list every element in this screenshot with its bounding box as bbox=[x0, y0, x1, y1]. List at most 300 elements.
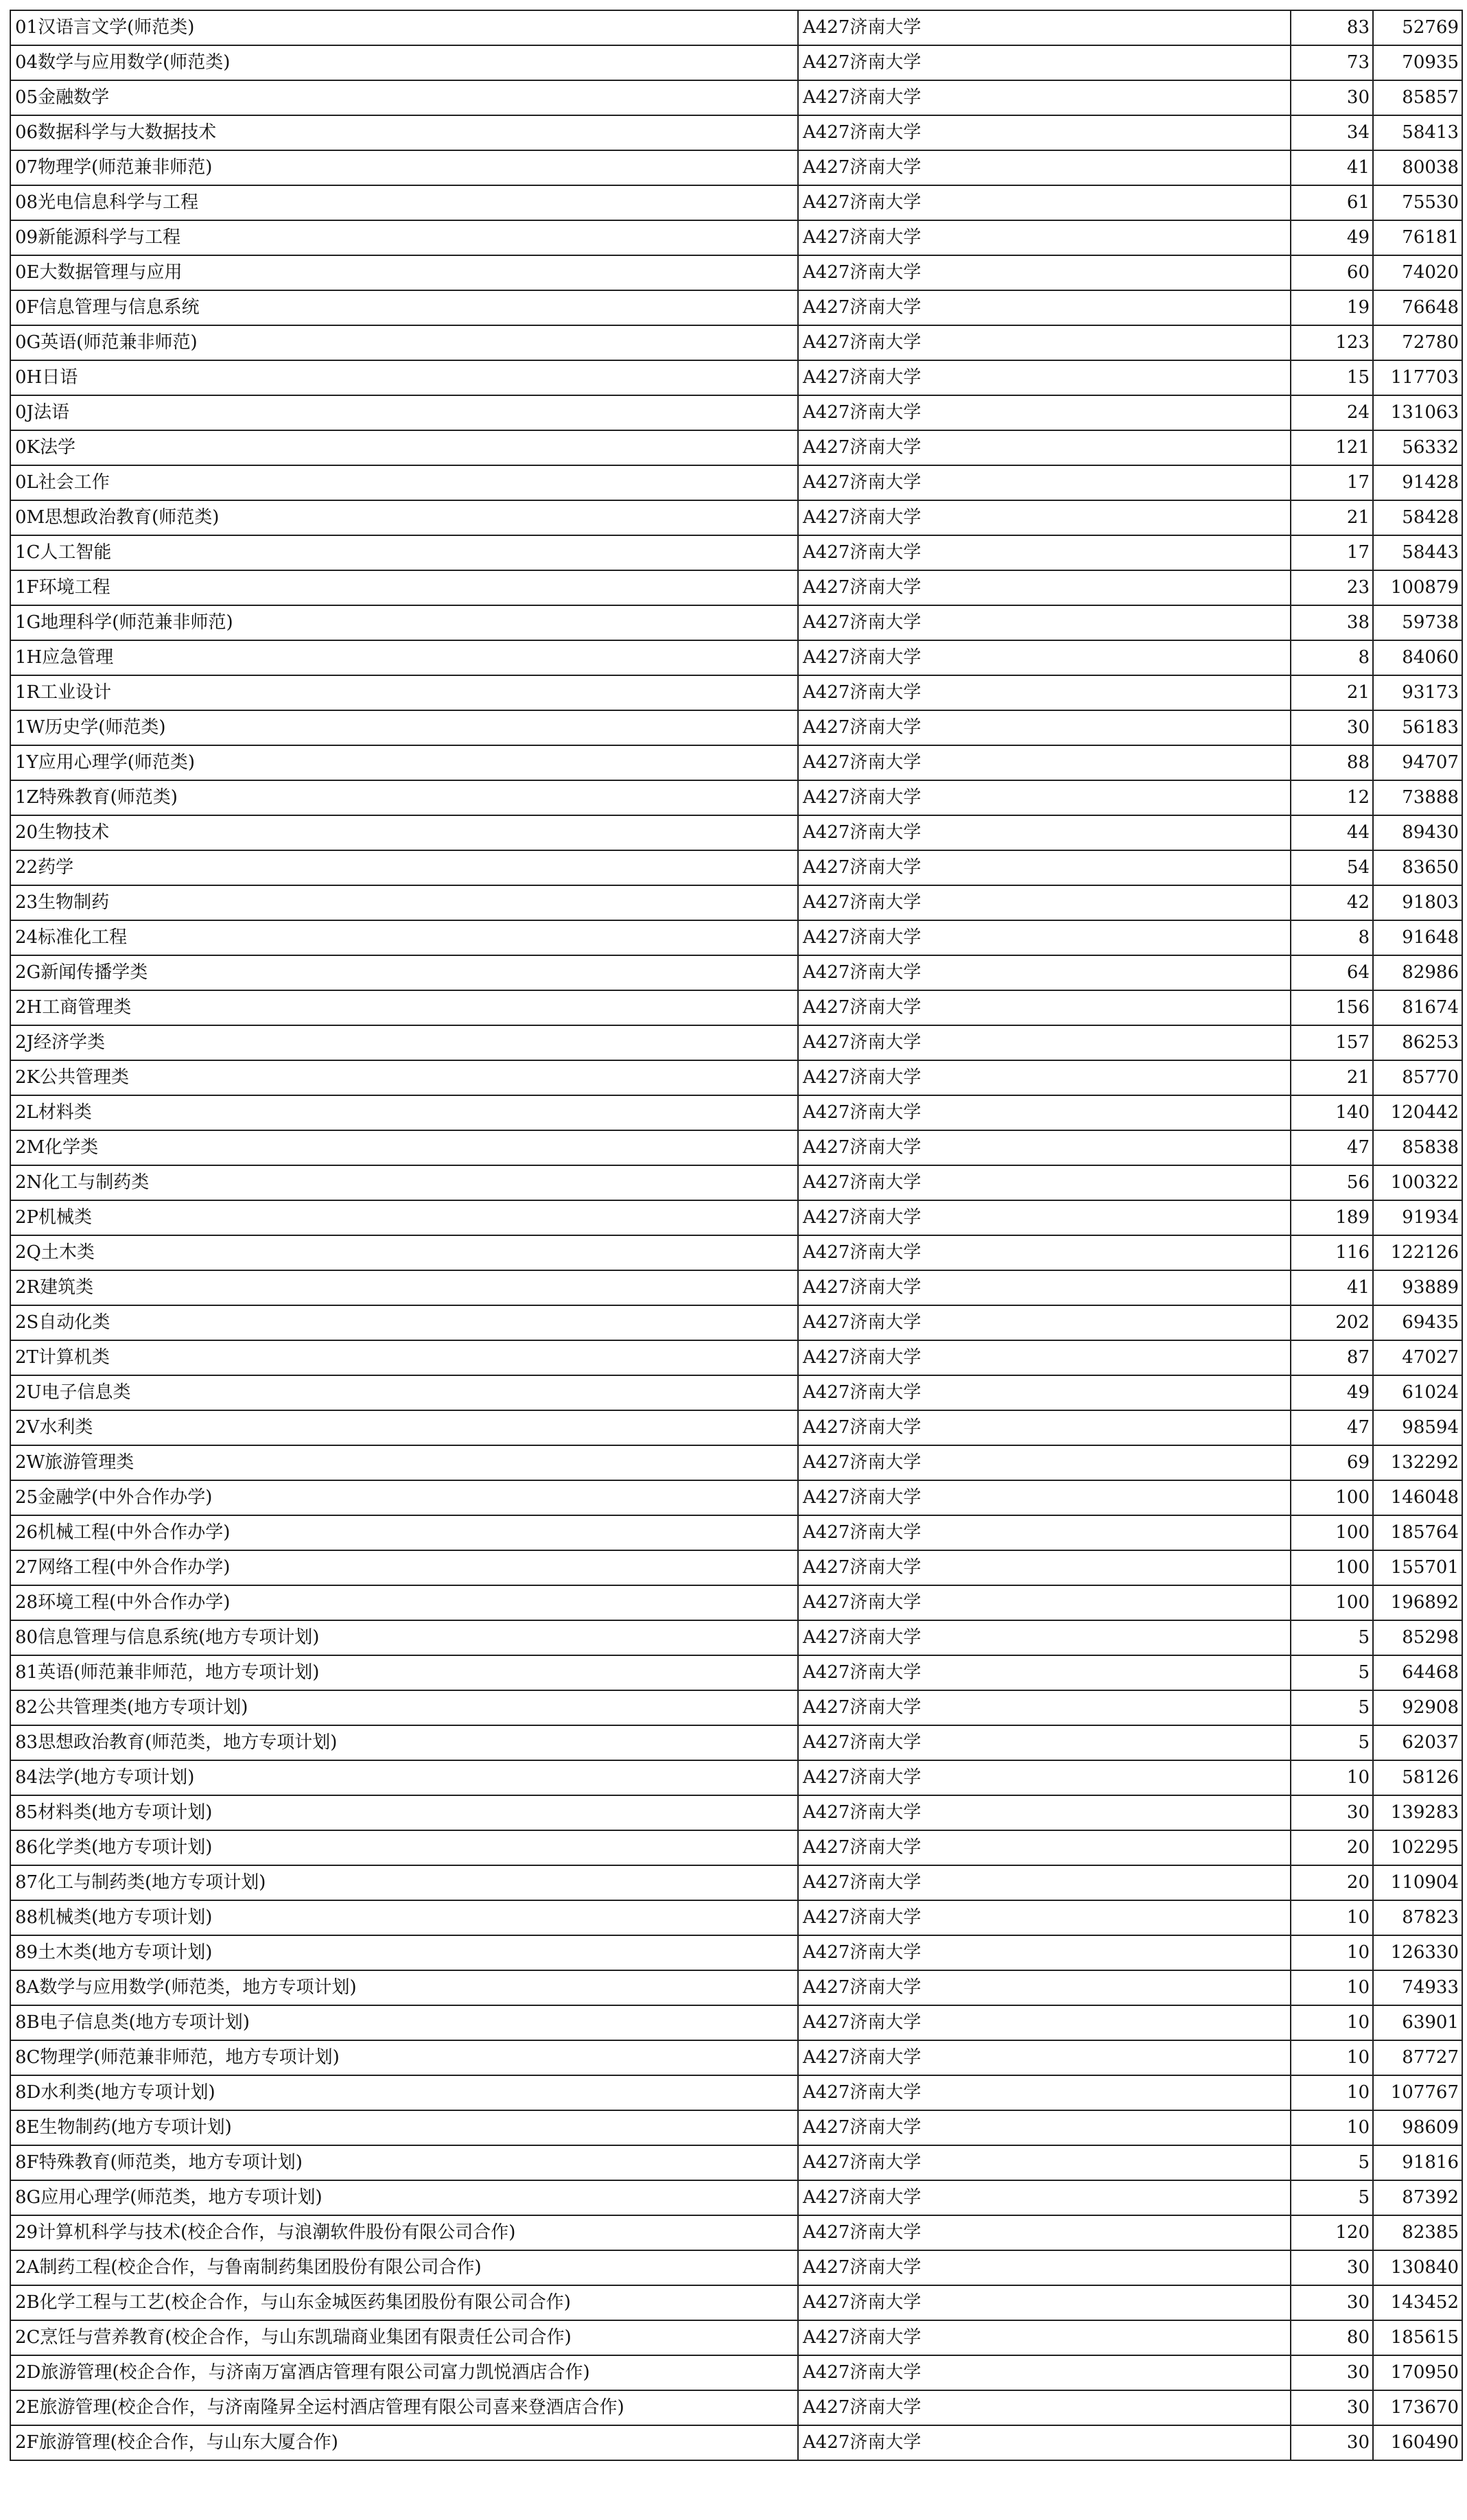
rank-cell: 98609 bbox=[1373, 2110, 1462, 2145]
plan-count-cell: 123 bbox=[1291, 325, 1373, 360]
table-row bbox=[10, 675, 1462, 710]
rank-cell: 62037 bbox=[1373, 1725, 1462, 1760]
rank-cell: 58413 bbox=[1373, 115, 1462, 150]
plan-count-cell: 116 bbox=[1291, 1235, 1373, 1270]
rank-cell: 91934 bbox=[1373, 1200, 1462, 1235]
school-cell: A427济南大学 bbox=[798, 1060, 1291, 1095]
table-row bbox=[10, 1095, 1462, 1130]
rank-cell: 117703 bbox=[1373, 360, 1462, 395]
rank-cell: 98594 bbox=[1373, 1410, 1462, 1445]
rank-cell: 173670 bbox=[1373, 2390, 1462, 2425]
rank-cell: 110904 bbox=[1373, 1865, 1462, 1900]
rank-cell: 131063 bbox=[1373, 395, 1462, 430]
plan-count-cell: 5 bbox=[1291, 2180, 1373, 2215]
major-cell: 8C物理学(师范兼非师范，地方专项计划) bbox=[10, 2040, 798, 2075]
school-cell: A427济南大学 bbox=[798, 2320, 1291, 2355]
school-cell: A427济南大学 bbox=[798, 1725, 1291, 1760]
major-cell: 2F旅游管理(校企合作，与山东大厦合作) bbox=[10, 2425, 798, 2460]
rank-cell: 126330 bbox=[1373, 1935, 1462, 1970]
school-cell: A427济南大学 bbox=[798, 990, 1291, 1025]
major-cell: 25金融学(中外合作办学) bbox=[10, 1480, 798, 1515]
plan-count-cell: 56 bbox=[1291, 1165, 1373, 1200]
major-cell: 89土木类(地方专项计划) bbox=[10, 1935, 798, 1970]
table-row bbox=[10, 780, 1462, 815]
school-cell: A427济南大学 bbox=[798, 2425, 1291, 2460]
major-cell: 86化学类(地方专项计划) bbox=[10, 1830, 798, 1865]
major-cell: 8G应用心理学(师范类，地方专项计划) bbox=[10, 2180, 798, 2215]
table-row bbox=[10, 45, 1462, 80]
plan-count-cell: 30 bbox=[1291, 710, 1373, 745]
table-row bbox=[10, 2215, 1462, 2250]
rank-cell: 74933 bbox=[1373, 1970, 1462, 2005]
rank-cell: 87392 bbox=[1373, 2180, 1462, 2215]
plan-count-cell: 49 bbox=[1291, 1375, 1373, 1410]
rank-cell: 185764 bbox=[1373, 1515, 1462, 1550]
major-cell: 83思想政治教育(师范类，地方专项计划) bbox=[10, 1725, 798, 1760]
school-cell: A427济南大学 bbox=[798, 885, 1291, 920]
school-cell: A427济南大学 bbox=[798, 430, 1291, 465]
rank-cell: 146048 bbox=[1373, 1480, 1462, 1515]
table-row bbox=[10, 1130, 1462, 1165]
rank-cell: 139283 bbox=[1373, 1795, 1462, 1830]
rank-cell: 74020 bbox=[1373, 255, 1462, 290]
major-cell: 1Y应用心理学(师范类) bbox=[10, 745, 798, 780]
major-cell: 82公共管理类(地方专项计划) bbox=[10, 1690, 798, 1725]
table-row bbox=[10, 885, 1462, 920]
table-row bbox=[10, 255, 1462, 290]
major-cell: 0L社会工作 bbox=[10, 465, 798, 500]
school-cell: A427济南大学 bbox=[798, 1935, 1291, 1970]
rank-cell: 56332 bbox=[1373, 430, 1462, 465]
school-cell: A427济南大学 bbox=[798, 1690, 1291, 1725]
school-cell: A427济南大学 bbox=[798, 1760, 1291, 1795]
school-cell: A427济南大学 bbox=[798, 1445, 1291, 1480]
school-cell: A427济南大学 bbox=[798, 2005, 1291, 2040]
school-cell: A427济南大学 bbox=[798, 360, 1291, 395]
plan-count-cell: 10 bbox=[1291, 1900, 1373, 1935]
major-cell: 81英语(师范兼非师范，地方专项计划) bbox=[10, 1655, 798, 1690]
rank-cell: 107767 bbox=[1373, 2075, 1462, 2110]
plan-count-cell: 34 bbox=[1291, 115, 1373, 150]
table-row bbox=[10, 2180, 1462, 2215]
school-cell: A427济南大学 bbox=[798, 2215, 1291, 2250]
rank-cell: 87823 bbox=[1373, 1900, 1462, 1935]
table-row bbox=[10, 2355, 1462, 2390]
table-row bbox=[10, 1935, 1462, 1970]
plan-count-cell: 5 bbox=[1291, 2145, 1373, 2180]
rank-cell: 85770 bbox=[1373, 1060, 1462, 1095]
rank-cell: 64468 bbox=[1373, 1655, 1462, 1690]
table-row bbox=[10, 1445, 1462, 1480]
school-cell: A427济南大学 bbox=[798, 1550, 1291, 1585]
table-row bbox=[10, 2320, 1462, 2355]
rank-cell: 81674 bbox=[1373, 990, 1462, 1025]
school-cell: A427济南大学 bbox=[798, 780, 1291, 815]
rank-cell: 87727 bbox=[1373, 2040, 1462, 2075]
rank-cell: 58126 bbox=[1373, 1760, 1462, 1795]
plan-count-cell: 19 bbox=[1291, 290, 1373, 325]
table-row bbox=[10, 1375, 1462, 1410]
major-cell: 26机械工程(中外合作办学) bbox=[10, 1515, 798, 1550]
major-cell: 1C人工智能 bbox=[10, 535, 798, 570]
rank-cell: 89430 bbox=[1373, 815, 1462, 850]
major-cell: 84法学(地方专项计划) bbox=[10, 1760, 798, 1795]
plan-count-cell: 10 bbox=[1291, 1760, 1373, 1795]
major-cell: 2W旅游管理类 bbox=[10, 1445, 798, 1480]
major-cell: 09新能源科学与工程 bbox=[10, 220, 798, 255]
major-cell: 2U电子信息类 bbox=[10, 1375, 798, 1410]
major-cell: 80信息管理与信息系统(地方专项计划) bbox=[10, 1620, 798, 1655]
rank-cell: 56183 bbox=[1373, 710, 1462, 745]
plan-count-cell: 17 bbox=[1291, 535, 1373, 570]
plan-count-cell: 88 bbox=[1291, 745, 1373, 780]
school-cell: A427济南大学 bbox=[798, 2250, 1291, 2285]
plan-count-cell: 47 bbox=[1291, 1410, 1373, 1445]
school-cell: A427济南大学 bbox=[798, 1795, 1291, 1830]
rank-cell: 143452 bbox=[1373, 2285, 1462, 2320]
table-row bbox=[10, 2285, 1462, 2320]
table-row bbox=[10, 2250, 1462, 2285]
plan-count-cell: 121 bbox=[1291, 430, 1373, 465]
table-row bbox=[10, 570, 1462, 605]
plan-count-cell: 12 bbox=[1291, 780, 1373, 815]
major-cell: 0E大数据管理与应用 bbox=[10, 255, 798, 290]
school-cell: A427济南大学 bbox=[798, 45, 1291, 80]
plan-count-cell: 73 bbox=[1291, 45, 1373, 80]
school-cell: A427济南大学 bbox=[798, 1095, 1291, 1130]
plan-count-cell: 10 bbox=[1291, 2040, 1373, 2075]
rank-cell: 91428 bbox=[1373, 465, 1462, 500]
major-cell: 2R建筑类 bbox=[10, 1270, 798, 1305]
plan-count-cell: 21 bbox=[1291, 1060, 1373, 1095]
school-cell: A427济南大学 bbox=[798, 1830, 1291, 1865]
major-cell: 23生物制药 bbox=[10, 885, 798, 920]
major-cell: 01汉语言文学(师范类) bbox=[10, 10, 798, 45]
rank-cell: 82385 bbox=[1373, 2215, 1462, 2250]
rank-cell: 85298 bbox=[1373, 1620, 1462, 1655]
table-row bbox=[10, 535, 1462, 570]
major-cell: 8D水利类(地方专项计划) bbox=[10, 2075, 798, 2110]
plan-count-cell: 38 bbox=[1291, 605, 1373, 640]
school-cell: A427济南大学 bbox=[798, 115, 1291, 150]
rank-cell: 76648 bbox=[1373, 290, 1462, 325]
major-cell: 1F环境工程 bbox=[10, 570, 798, 605]
rank-cell: 58443 bbox=[1373, 535, 1462, 570]
rank-cell: 185615 bbox=[1373, 2320, 1462, 2355]
table-row bbox=[10, 115, 1462, 150]
rank-cell: 75530 bbox=[1373, 185, 1462, 220]
table-row bbox=[10, 1550, 1462, 1585]
school-cell: A427济南大学 bbox=[798, 675, 1291, 710]
major-cell: 2B化学工程与工艺(校企合作，与山东金城医药集团股份有限公司合作) bbox=[10, 2285, 798, 2320]
rank-cell: 100879 bbox=[1373, 570, 1462, 605]
table-row bbox=[10, 220, 1462, 255]
school-cell: A427济南大学 bbox=[798, 220, 1291, 255]
rank-cell: 94707 bbox=[1373, 745, 1462, 780]
table-row bbox=[10, 395, 1462, 430]
plan-count-cell: 30 bbox=[1291, 2425, 1373, 2460]
plan-count-cell: 5 bbox=[1291, 1725, 1373, 1760]
table-row bbox=[10, 850, 1462, 885]
major-cell: 2S自动化类 bbox=[10, 1305, 798, 1340]
major-cell: 8A数学与应用数学(师范类，地方专项计划) bbox=[10, 1970, 798, 2005]
rank-cell: 92908 bbox=[1373, 1690, 1462, 1725]
rank-cell: 84060 bbox=[1373, 640, 1462, 675]
major-cell: 2T计算机类 bbox=[10, 1340, 798, 1375]
school-cell: A427济南大学 bbox=[798, 955, 1291, 990]
school-cell: A427济南大学 bbox=[798, 1655, 1291, 1690]
table-row bbox=[10, 920, 1462, 955]
school-cell: A427济南大学 bbox=[798, 2180, 1291, 2215]
rank-cell: 85838 bbox=[1373, 1130, 1462, 1165]
plan-count-cell: 42 bbox=[1291, 885, 1373, 920]
school-cell: A427济南大学 bbox=[798, 325, 1291, 360]
school-cell: A427济南大学 bbox=[798, 1305, 1291, 1340]
rank-cell: 52769 bbox=[1373, 10, 1462, 45]
plan-count-cell: 100 bbox=[1291, 1480, 1373, 1515]
rank-cell: 155701 bbox=[1373, 1550, 1462, 1585]
plan-count-cell: 120 bbox=[1291, 2215, 1373, 2250]
school-cell: A427济南大学 bbox=[798, 815, 1291, 850]
table-row bbox=[10, 1795, 1462, 1830]
plan-count-cell: 10 bbox=[1291, 2005, 1373, 2040]
rank-cell: 59738 bbox=[1373, 605, 1462, 640]
plan-count-cell: 41 bbox=[1291, 150, 1373, 185]
major-cell: 08光电信息科学与工程 bbox=[10, 185, 798, 220]
major-cell: 8B电子信息类(地方专项计划) bbox=[10, 2005, 798, 2040]
school-cell: A427济南大学 bbox=[798, 920, 1291, 955]
table-row bbox=[10, 2425, 1462, 2460]
table-row bbox=[10, 2075, 1462, 2110]
table-row bbox=[10, 290, 1462, 325]
table-row bbox=[10, 1655, 1462, 1690]
table-row bbox=[10, 1725, 1462, 1760]
rank-cell: 120442 bbox=[1373, 1095, 1462, 1130]
rank-cell: 93173 bbox=[1373, 675, 1462, 710]
rank-cell: 58428 bbox=[1373, 500, 1462, 535]
school-cell: A427济南大学 bbox=[798, 1410, 1291, 1445]
table-row bbox=[10, 10, 1462, 45]
table-row bbox=[10, 80, 1462, 115]
plan-count-cell: 20 bbox=[1291, 1865, 1373, 1900]
school-cell: A427济南大学 bbox=[798, 745, 1291, 780]
table-row bbox=[10, 990, 1462, 1025]
table-row bbox=[10, 1830, 1462, 1865]
rank-cell: 130840 bbox=[1373, 2250, 1462, 2285]
rank-cell: 73888 bbox=[1373, 780, 1462, 815]
plan-count-cell: 30 bbox=[1291, 80, 1373, 115]
table-row bbox=[10, 2390, 1462, 2425]
rank-cell: 122126 bbox=[1373, 1235, 1462, 1270]
rank-cell: 91648 bbox=[1373, 920, 1462, 955]
plan-count-cell: 8 bbox=[1291, 640, 1373, 675]
school-cell: A427济南大学 bbox=[798, 2145, 1291, 2180]
school-cell: A427济南大学 bbox=[798, 2110, 1291, 2145]
school-cell: A427济南大学 bbox=[798, 1025, 1291, 1060]
rank-cell: 102295 bbox=[1373, 1830, 1462, 1865]
plan-count-cell: 5 bbox=[1291, 1620, 1373, 1655]
plan-count-cell: 8 bbox=[1291, 920, 1373, 955]
rank-cell: 70935 bbox=[1373, 45, 1462, 80]
table-row bbox=[10, 2145, 1462, 2180]
table-row bbox=[10, 605, 1462, 640]
plan-count-cell: 20 bbox=[1291, 1830, 1373, 1865]
plan-count-cell: 47 bbox=[1291, 1130, 1373, 1165]
plan-count-cell: 64 bbox=[1291, 955, 1373, 990]
rank-cell: 82986 bbox=[1373, 955, 1462, 990]
plan-count-cell: 100 bbox=[1291, 1515, 1373, 1550]
admission-table bbox=[10, 10, 1463, 2461]
major-cell: 2D旅游管理(校企合作，与济南万富酒店管理有限公司富力凯悦酒店合作) bbox=[10, 2355, 798, 2390]
plan-count-cell: 5 bbox=[1291, 1690, 1373, 1725]
major-cell: 2V水利类 bbox=[10, 1410, 798, 1445]
school-cell: A427济南大学 bbox=[798, 465, 1291, 500]
school-cell: A427济南大学 bbox=[798, 1270, 1291, 1305]
major-cell: 0K法学 bbox=[10, 430, 798, 465]
table-row bbox=[10, 1865, 1462, 1900]
major-cell: 88机械类(地方专项计划) bbox=[10, 1900, 798, 1935]
school-cell: A427济南大学 bbox=[798, 150, 1291, 185]
plan-count-cell: 10 bbox=[1291, 2075, 1373, 2110]
school-cell: A427济南大学 bbox=[798, 2355, 1291, 2390]
plan-count-cell: 157 bbox=[1291, 1025, 1373, 1060]
table-row bbox=[10, 745, 1462, 780]
major-cell: 28环境工程(中外合作办学) bbox=[10, 1585, 798, 1620]
table-row bbox=[10, 2005, 1462, 2040]
plan-count-cell: 41 bbox=[1291, 1270, 1373, 1305]
plan-count-cell: 30 bbox=[1291, 1795, 1373, 1830]
school-cell: A427济南大学 bbox=[798, 850, 1291, 885]
table-row bbox=[10, 1620, 1462, 1655]
school-cell: A427济南大学 bbox=[798, 1130, 1291, 1165]
plan-count-cell: 80 bbox=[1291, 2320, 1373, 2355]
plan-count-cell: 60 bbox=[1291, 255, 1373, 290]
table-row bbox=[10, 2110, 1462, 2145]
plan-count-cell: 10 bbox=[1291, 1970, 1373, 2005]
plan-count-cell: 202 bbox=[1291, 1305, 1373, 1340]
major-cell: 2G新闻传播学类 bbox=[10, 955, 798, 990]
major-cell: 2N化工与制药类 bbox=[10, 1165, 798, 1200]
rank-cell: 86253 bbox=[1373, 1025, 1462, 1060]
major-cell: 2J经济学类 bbox=[10, 1025, 798, 1060]
rank-cell: 61024 bbox=[1373, 1375, 1462, 1410]
major-cell: 1W历史学(师范类) bbox=[10, 710, 798, 745]
major-cell: 8E生物制药(地方专项计划) bbox=[10, 2110, 798, 2145]
plan-count-cell: 30 bbox=[1291, 2390, 1373, 2425]
school-cell: A427济南大学 bbox=[798, 1585, 1291, 1620]
major-cell: 24标准化工程 bbox=[10, 920, 798, 955]
major-cell: 05金融数学 bbox=[10, 80, 798, 115]
plan-count-cell: 21 bbox=[1291, 675, 1373, 710]
school-cell: A427济南大学 bbox=[798, 290, 1291, 325]
table-row bbox=[10, 1410, 1462, 1445]
major-cell: 29计算机科学与技术(校企合作，与浪潮软件股份有限公司合作) bbox=[10, 2215, 798, 2250]
plan-count-cell: 17 bbox=[1291, 465, 1373, 500]
table-row bbox=[10, 1480, 1462, 1515]
plan-count-cell: 83 bbox=[1291, 10, 1373, 45]
table-row bbox=[10, 1200, 1462, 1235]
rank-cell: 47027 bbox=[1373, 1340, 1462, 1375]
major-cell: 0J法语 bbox=[10, 395, 798, 430]
school-cell: A427济南大学 bbox=[798, 1200, 1291, 1235]
table-row bbox=[10, 465, 1462, 500]
major-cell: 85材料类(地方专项计划) bbox=[10, 1795, 798, 1830]
rank-cell: 170950 bbox=[1373, 2355, 1462, 2390]
major-cell: 1H应急管理 bbox=[10, 640, 798, 675]
table-body bbox=[10, 10, 1462, 2460]
major-cell: 0H日语 bbox=[10, 360, 798, 395]
major-cell: 20生物技术 bbox=[10, 815, 798, 850]
table-row bbox=[10, 1340, 1462, 1375]
table-row bbox=[10, 1060, 1462, 1095]
school-cell: A427济南大学 bbox=[798, 1900, 1291, 1935]
major-cell: 06数据科学与大数据技术 bbox=[10, 115, 798, 150]
table-row bbox=[10, 1515, 1462, 1550]
table-row bbox=[10, 185, 1462, 220]
table-row bbox=[10, 2040, 1462, 2075]
rank-cell: 91816 bbox=[1373, 2145, 1462, 2180]
table-row bbox=[10, 1760, 1462, 1795]
table-row bbox=[10, 1690, 1462, 1725]
plan-count-cell: 87 bbox=[1291, 1340, 1373, 1375]
major-cell: 2C烹饪与营养教育(校企合作，与山东凯瑞商业集团有限责任公司合作) bbox=[10, 2320, 798, 2355]
table-row bbox=[10, 325, 1462, 360]
major-cell: 87化工与制药类(地方专项计划) bbox=[10, 1865, 798, 1900]
plan-count-cell: 21 bbox=[1291, 500, 1373, 535]
school-cell: A427济南大学 bbox=[798, 2075, 1291, 2110]
table-row bbox=[10, 1025, 1462, 1060]
plan-count-cell: 10 bbox=[1291, 1935, 1373, 1970]
school-cell: A427济南大学 bbox=[798, 605, 1291, 640]
school-cell: A427济南大学 bbox=[798, 1165, 1291, 1200]
school-cell: A427济南大学 bbox=[798, 2285, 1291, 2320]
major-cell: 22药学 bbox=[10, 850, 798, 885]
major-cell: 2E旅游管理(校企合作，与济南隆昇全运村酒店管理有限公司喜来登酒店合作) bbox=[10, 2390, 798, 2425]
school-cell: A427济南大学 bbox=[798, 2390, 1291, 2425]
rank-cell: 80038 bbox=[1373, 150, 1462, 185]
plan-count-cell: 30 bbox=[1291, 2250, 1373, 2285]
plan-count-cell: 15 bbox=[1291, 360, 1373, 395]
school-cell: A427济南大学 bbox=[798, 570, 1291, 605]
table-row bbox=[10, 1585, 1462, 1620]
rank-cell: 93889 bbox=[1373, 1270, 1462, 1305]
plan-count-cell: 23 bbox=[1291, 570, 1373, 605]
plan-count-cell: 44 bbox=[1291, 815, 1373, 850]
school-cell: A427济南大学 bbox=[798, 10, 1291, 45]
major-cell: 27网络工程(中外合作办学) bbox=[10, 1550, 798, 1585]
plan-count-cell: 30 bbox=[1291, 2355, 1373, 2390]
school-cell: A427济南大学 bbox=[798, 185, 1291, 220]
rank-cell: 196892 bbox=[1373, 1585, 1462, 1620]
plan-count-cell: 54 bbox=[1291, 850, 1373, 885]
table-row bbox=[10, 815, 1462, 850]
school-cell: A427济南大学 bbox=[798, 1235, 1291, 1270]
table-row bbox=[10, 1970, 1462, 2005]
rank-cell: 72780 bbox=[1373, 325, 1462, 360]
major-cell: 2A制药工程(校企合作，与鲁南制药集团股份有限公司合作) bbox=[10, 2250, 798, 2285]
table-row bbox=[10, 150, 1462, 185]
major-cell: 1G地理科学(师范兼非师范) bbox=[10, 605, 798, 640]
major-cell: 1Z特殊教育(师范类) bbox=[10, 780, 798, 815]
rank-cell: 132292 bbox=[1373, 1445, 1462, 1480]
table-row bbox=[10, 1165, 1462, 1200]
school-cell: A427济南大学 bbox=[798, 535, 1291, 570]
rank-cell: 100322 bbox=[1373, 1165, 1462, 1200]
rank-cell: 91803 bbox=[1373, 885, 1462, 920]
plan-count-cell: 189 bbox=[1291, 1200, 1373, 1235]
plan-count-cell: 5 bbox=[1291, 1655, 1373, 1690]
table-row bbox=[10, 1235, 1462, 1270]
